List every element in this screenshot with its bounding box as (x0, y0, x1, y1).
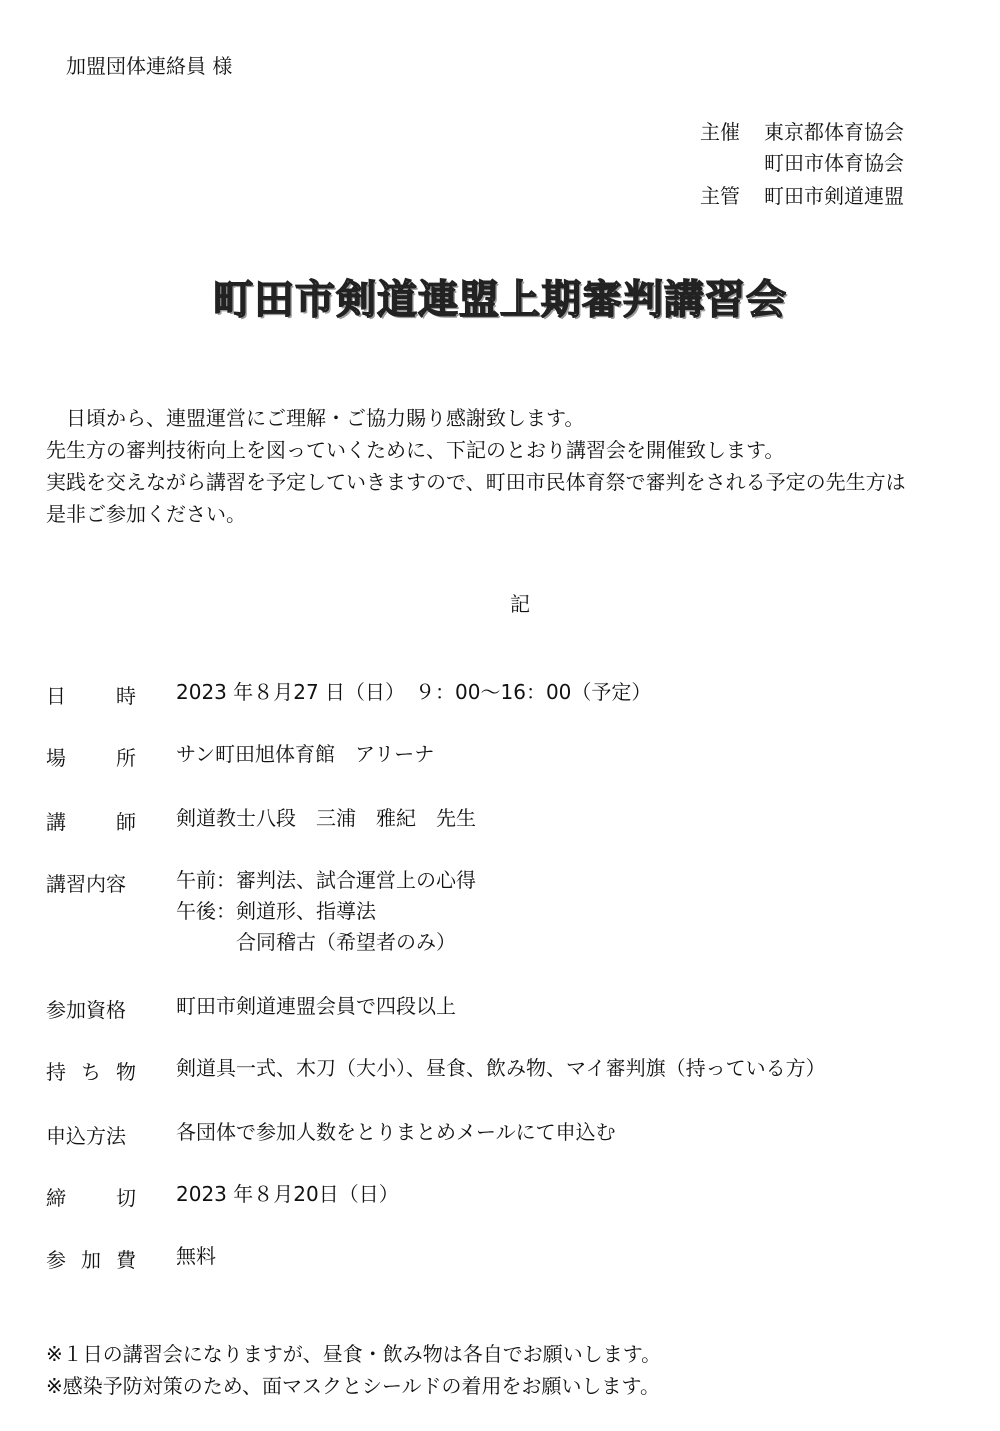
detail-label-char: 物 (116, 1060, 136, 1084)
organizer-name: 町田市剣道連盟 (764, 184, 904, 208)
detail-label-char: 参 (46, 1248, 66, 1272)
detail-label-text: 講習内容 (46, 872, 126, 896)
detail-label-char: 場 (46, 746, 66, 770)
detail-label-char: 切 (116, 1186, 136, 1210)
detail-label (46, 994, 136, 1023)
intro-line: 日頃から、連盟運営にご理解・ご協力賜り感謝致します。 (46, 406, 585, 430)
addressee: 加盟団体連絡員 様 (66, 54, 233, 78)
organizer-row (700, 180, 904, 209)
detail-label (46, 1244, 136, 1273)
detail-label-char: 所 (116, 746, 136, 770)
detail-values (176, 1244, 216, 1275)
detail-value: 2023 年８月20日（日） (176, 1182, 399, 1206)
detail-value: 各団体で参加人数をとりまとめメールにて申込む (176, 1120, 616, 1144)
detail-values (176, 994, 456, 1025)
detail-values (176, 1056, 826, 1087)
intro-line: 是非ご参加ください。 (46, 502, 246, 526)
detail-label-char: 加 (81, 1248, 101, 1272)
detail-value: 午後：剣道形、指導法 (176, 899, 376, 923)
intro-line: 実践を交えながら講習を予定していきますので、町田市民体育祭で審判をされる予定の先生方は (46, 470, 906, 494)
organizer-name: 町田市体育協会 (764, 151, 904, 175)
detail-value: サン町田旭体育館 アリーナ (176, 742, 435, 766)
detail-label-char: 持 (46, 1060, 66, 1084)
detail-value: 無料 (176, 1244, 216, 1268)
detail-label (46, 806, 136, 835)
note-line: ※１日の講習会になりますが、昼食・飲み物は各自でお願いします。 (46, 1342, 662, 1366)
detail-label (46, 868, 136, 897)
detail-values (176, 1182, 399, 1213)
detail-label (46, 742, 136, 771)
detail-label-char: 時 (116, 684, 136, 708)
detail-label-text: 参加資格 (46, 998, 126, 1022)
detail-values (176, 868, 476, 961)
detail-label (46, 680, 136, 709)
detail-value: 町田市剣道連盟会員で四段以上 (176, 994, 456, 1018)
detail-value: 午前：審判法、試合運営上の心得 (176, 868, 476, 892)
detail-label-text: 申込方法 (46, 1124, 126, 1148)
ki-heading: 記 (510, 592, 530, 616)
organizer-row (700, 147, 904, 176)
detail-label-char: 師 (116, 810, 136, 834)
detail-label (46, 1182, 136, 1211)
detail-label-char: 締 (46, 1186, 66, 1210)
organizer-row (700, 116, 904, 145)
detail-value: 2023 年８月27 日（日） ９：00～16：00（予定） (176, 680, 652, 704)
detail-label-char: 日 (46, 684, 66, 708)
detail-value: 剣道教士八段 三浦 雅紀 先生 (176, 806, 476, 830)
organizer-name: 東京都体育協会 (764, 120, 904, 144)
detail-values (176, 806, 476, 837)
detail-label (46, 1120, 136, 1149)
detail-label-char: 費 (116, 1248, 136, 1272)
detail-values (176, 1120, 616, 1151)
intro-line: 先生方の審判技術向上を図っていくために、下記のとおり講習会を開催致します。 (46, 438, 785, 462)
detail-value: 剣道具一式、木刀（大小）、昼食、飲み物、マイ審判旗（持っている方） (176, 1056, 826, 1080)
note-line: ※感染予防対策のため、面マスクとシールドの着用をお願いします。 (46, 1374, 660, 1398)
detail-label-char: 講 (46, 810, 66, 834)
organizer-role: 主管 (700, 184, 740, 208)
detail-label (46, 1056, 136, 1085)
detail-values (176, 742, 434, 773)
detail-label-char: ち (81, 1060, 101, 1084)
detail-value: 合同稽古（希望者のみ） (176, 930, 456, 954)
organizer-role: 主催 (700, 120, 740, 144)
detail-values (176, 680, 651, 711)
document-title: 町田市剣道連盟上期審判講習会 (213, 277, 787, 323)
